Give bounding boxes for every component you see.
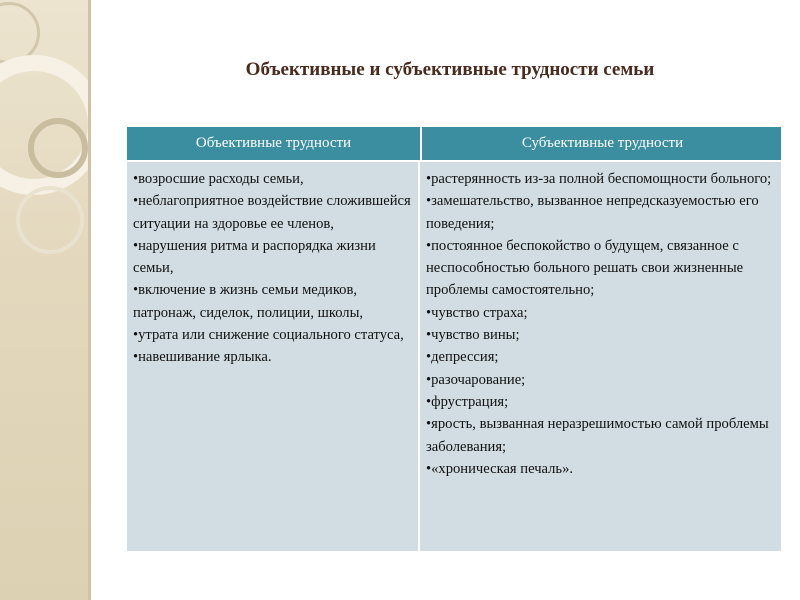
- list-item: •разочарование;: [426, 371, 526, 388]
- decorative-ring-icon: [16, 186, 84, 254]
- list-item: •чувство вины;: [426, 327, 520, 344]
- decorative-ring-icon: [28, 118, 88, 178]
- list-item: •депрессия;: [426, 349, 499, 366]
- list-item: •постоянное беспокойство о будущем, связанное с неспособностью больного решать свои жизненные проблемы самостоятельно;: [426, 237, 744, 299]
- list-item: •нарушения ритма и распорядка жизни семьи,: [133, 237, 376, 277]
- side-strip-edge: [88, 0, 91, 600]
- list-item: •ярость, вызванная неразрешимостью самой проблемы заболевания;: [426, 416, 769, 455]
- list-item: •навешивание ярлыка.: [133, 349, 272, 366]
- list-item: •чувство страха;: [426, 304, 528, 321]
- list-item: •растерянность из-за полной беспомощности больного;: [426, 171, 772, 187]
- table-body-row: [127, 160, 781, 551]
- decorative-side-strip: [0, 0, 88, 600]
- list-item: •фрустрация;: [426, 393, 509, 410]
- header-subjective: Субъективные трудности: [521, 135, 684, 151]
- list-item: •«хроническая печаль».: [426, 460, 574, 477]
- difficulties-table: [126, 126, 782, 550]
- list-item: •замешательство, вызванное непредсказуемостью его поведения;: [426, 193, 759, 232]
- slide-title: Объективные и субъективные трудности семьи: [245, 59, 655, 80]
- header-objective: Объективные трудности: [127, 127, 422, 160]
- list-item: •возросшие расходы семьи,: [133, 171, 304, 187]
- list-item: •утрата или снижение социального статуса,: [133, 327, 404, 344]
- objective-cell: [127, 160, 420, 551]
- list-item: •неблагоприятное воздействие сложившейся ситуации на здоровье ее членов,: [133, 193, 411, 232]
- subjective-cell: [420, 160, 781, 551]
- table-header-row: [127, 127, 781, 160]
- list-item: •включение в жизнь семьи медиков, патронаж, сиделок, полиции, школы,: [133, 282, 364, 321]
